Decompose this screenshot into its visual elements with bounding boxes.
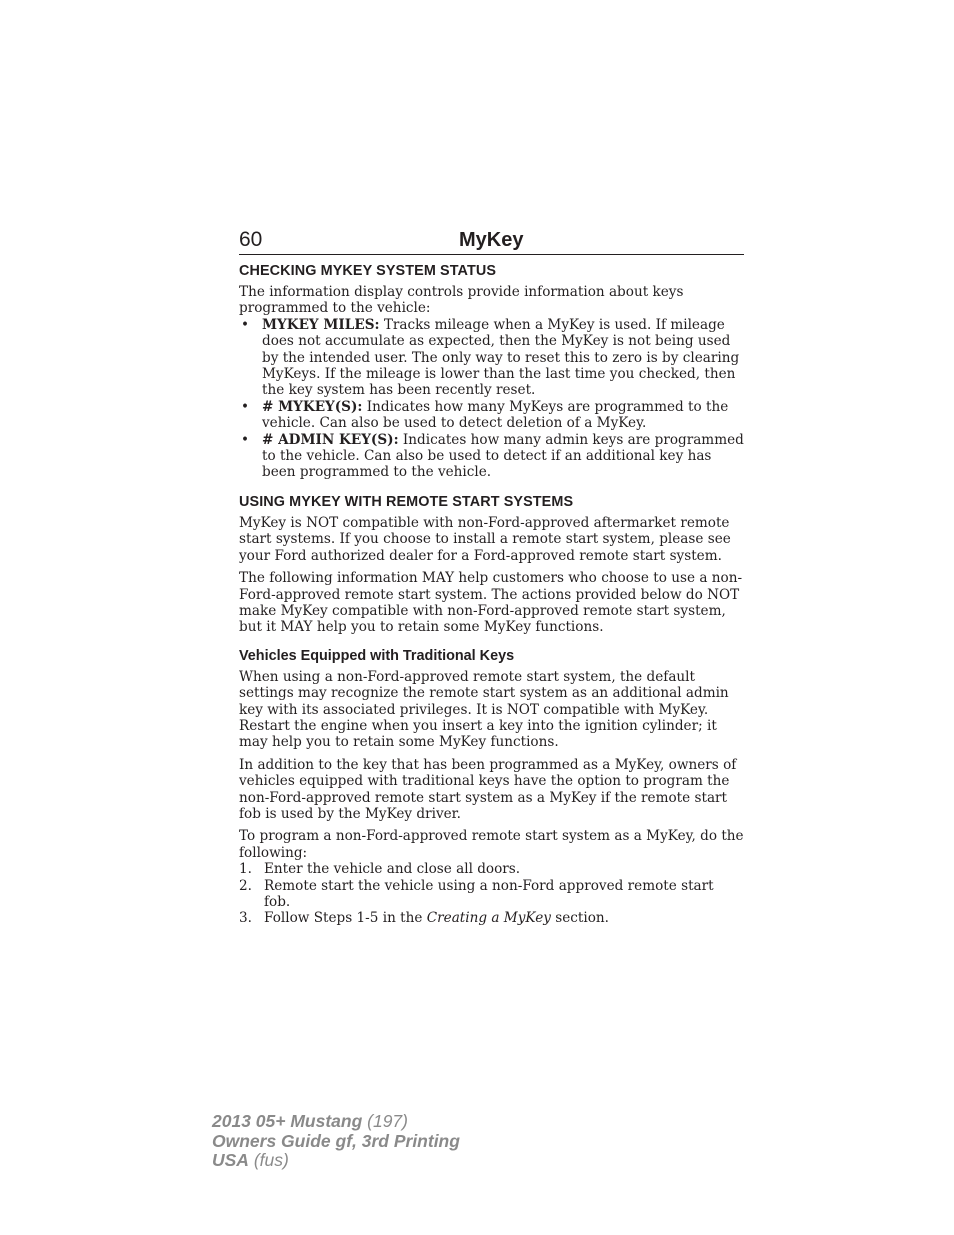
program-steps-list: [239, 861, 744, 927]
bullet-term: # MYKEY(S):: [262, 398, 363, 415]
status-bullet-list: [239, 317, 744, 481]
footer-line-1: [212, 1112, 460, 1132]
footer-model: 2013 05+ Mustang: [212, 1111, 363, 1131]
bullet-text: Indicates how many MyKeys are programmed to the vehicle. Can also be used to detect deletion of a MyKey.: [262, 398, 729, 432]
section3-paragraph-2: In addition to the key that has been programmed as a MyKey, owners of vehicles equipped with traditional keys have the option to program the non-Ford-approved remote start system as a MyKey if the remote start fob is used by the MyKey driver.: [239, 756, 737, 822]
page-number: 60: [239, 228, 263, 251]
list-item: [239, 878, 744, 911]
footer-model-code: (197): [362, 1111, 408, 1131]
step-number: 3.: [239, 910, 252, 927]
bullet-text: Tracks mileage when a MyKey is used. If mileage does not accumulate as expected, then the MyKey is not being used by the intended user. The only way to reset this to zero is by clearing MyKeys. If the mileage is lower than the last time you checked, then the key system has been recently reset.: [262, 316, 740, 399]
step-text: Enter the vehicle and close all doors.: [264, 861, 521, 878]
section3-paragraph-1: When using a non-Ford-approved remote start system, the default settings may recognize the remote start system as an additional admin key with its associated privileges. It is NOT compatible with MyKey. Restart the engine when you insert a key into the ignition cylinder; it may help you to retain some MyKey functions.: [239, 668, 729, 751]
footer-market: USA: [212, 1150, 249, 1170]
bullet-icon: •: [241, 316, 250, 333]
page-header: [239, 228, 744, 255]
section1-intro: The information display controls provide information about keys programmed to the vehicle:: [239, 284, 684, 317]
page-footer: [212, 1112, 460, 1171]
footer-line-3: [212, 1151, 460, 1171]
section2-paragraph-1: MyKey is NOT compatible with non-Ford-approved aftermarket remote start systems. If you choose to install a remote start system, please see your Ford authorized dealer for a Ford-approved remote start system.: [239, 514, 731, 564]
subsection-heading-traditional-keys: Vehicles Equipped with Traditional Keys: [239, 647, 515, 664]
cross-reference-link-text: Creating a MyKey: [426, 910, 551, 927]
list-item: [239, 910, 744, 926]
section-heading-remote-start: USING MYKEY WITH REMOTE START SYSTEMS: [239, 493, 574, 510]
step-number: 1.: [239, 861, 252, 878]
page-content: [239, 228, 744, 927]
step-text-after: section.: [550, 910, 609, 927]
step-text-before: Follow Steps 1-5 in the: [264, 910, 427, 927]
bullet-text: Indicates how many admin keys are programmed to the vehicle. Can also be used to detect if an additional key has been programmed to the vehicle.: [262, 431, 744, 481]
footer-line-2: Owners Guide gf, 3rd Printing: [212, 1130, 460, 1151]
section3-paragraph-3: To program a non-Ford-approved remote start system as a MyKey, do the following:: [239, 828, 744, 861]
list-item: [239, 861, 744, 877]
step-text: Remote start the vehicle using a non-Ford approved remote start fob.: [264, 877, 714, 910]
step-number: 2.: [239, 877, 252, 894]
list-item: [239, 317, 744, 399]
chapter-title: MyKey: [459, 229, 524, 251]
bullet-icon: •: [241, 398, 250, 415]
list-item: [239, 432, 744, 481]
bullet-term: # ADMIN KEY(S):: [262, 431, 399, 448]
section2-paragraph-2: The following information MAY help customers who choose to use a non-Ford-approved remote start system. The actions provided below do NOT make MyKey compatible with non-Ford-approved remote start system, but it MAY help you to retain some MyKey functions.: [239, 570, 743, 636]
list-item: [239, 399, 744, 432]
footer-market-code: (fus): [248, 1150, 289, 1170]
bullet-icon: •: [241, 431, 250, 448]
section-heading-checking-status: CHECKING MYKEY SYSTEM STATUS: [239, 263, 497, 279]
bullet-term: MYKEY MILES:: [262, 316, 380, 333]
